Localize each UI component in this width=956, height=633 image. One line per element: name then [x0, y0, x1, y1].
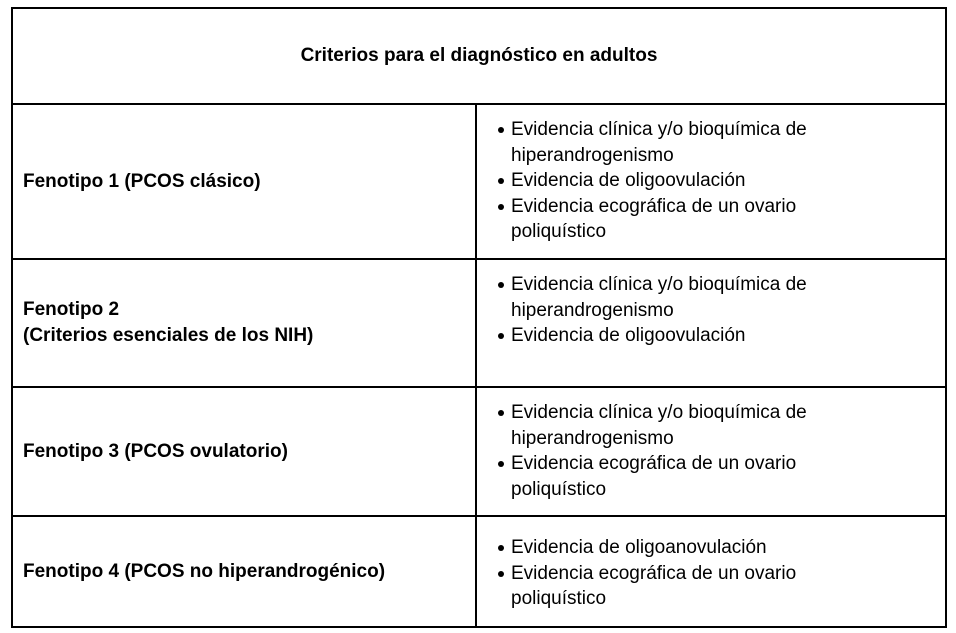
- table-row: [13, 517, 945, 626]
- table-row: [13, 105, 945, 260]
- diagnostic-criteria-table: [11, 7, 947, 628]
- criteria-list-item: Evidencia ecográfica de un ovario poliquístico: [497, 561, 945, 612]
- table-header: [13, 9, 945, 105]
- criteria-list-item: Evidencia de oligoovulación: [497, 323, 945, 349]
- criteria-list-item: Evidencia clínica y/o bioquímica de hiperandrogenismo: [497, 272, 945, 323]
- criteria-list-item: Evidencia clínica y/o bioquímica de hiperandrogenismo: [497, 117, 945, 168]
- criteria-cell: [477, 517, 945, 626]
- criteria-list-item: Evidencia clínica y/o bioquímica de hiperandrogenismo: [497, 400, 945, 451]
- criteria-cell: [477, 260, 945, 386]
- criteria-cell: [477, 105, 945, 258]
- phenotype-cell: [13, 517, 477, 626]
- phenotype-cell: [13, 105, 477, 258]
- phenotype-label: (Criterios esenciales de los NIH): [23, 325, 314, 346]
- table-title: Criterios para el diagnóstico en adultos: [300, 45, 658, 66]
- phenotype-cell: [13, 260, 477, 386]
- phenotype-cell: [13, 388, 477, 515]
- table-row: [13, 260, 945, 388]
- criteria-cell: [477, 388, 945, 515]
- phenotype-label: Fenotipo 1 (PCOS clásico): [23, 170, 261, 192]
- criteria-list-item: Evidencia ecográfica de un ovario poliquístico: [497, 194, 945, 245]
- phenotype-label: Fenotipo 4 (PCOS no hiperandrogénico): [23, 560, 386, 582]
- criteria-list-item: Evidencia de oligoanovulación: [497, 535, 945, 561]
- criteria-list-item: Evidencia ecográfica de un ovario poliquístico: [497, 451, 945, 502]
- criteria-list-item: Evidencia de oligoovulación: [497, 168, 945, 194]
- phenotype-label: Fenotipo 2: [23, 299, 120, 320]
- phenotype-label: Fenotipo 3 (PCOS ovulatorio): [23, 440, 288, 462]
- table-row: [13, 388, 945, 517]
